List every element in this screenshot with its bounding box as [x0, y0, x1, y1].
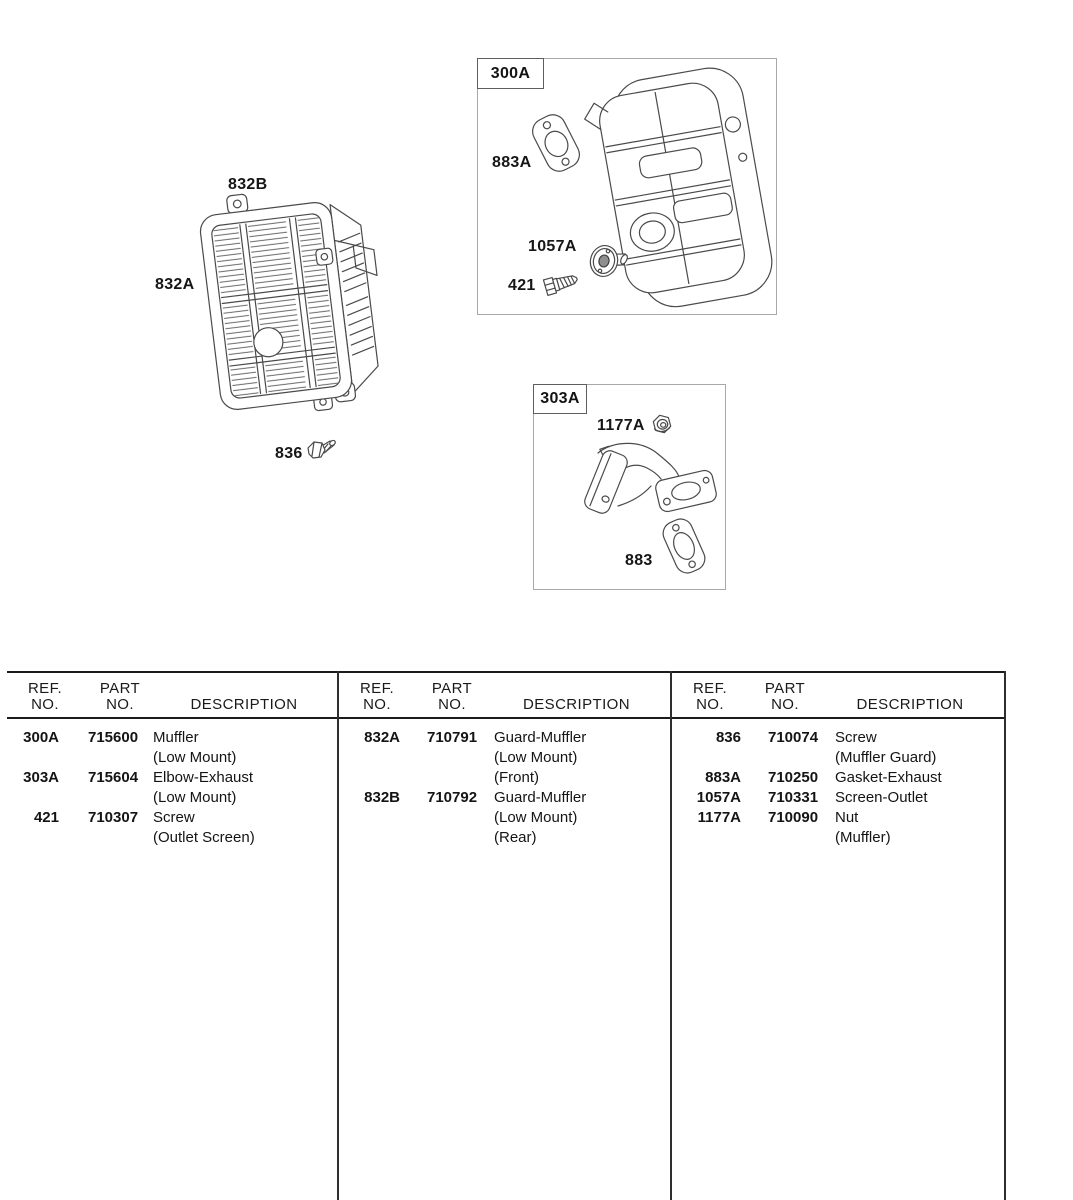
description-line: (Low Mount) — [494, 809, 578, 826]
ref-no-header: REF. NO. — [27, 680, 63, 713]
table-col3-rows — [672, 720, 1002, 848]
part-no-cell: 710331 — [768, 789, 819, 806]
table-header-col2 — [339, 672, 670, 717]
ref-no-cell: 303A — [23, 769, 59, 786]
part-no-cell: 715604 — [88, 769, 139, 786]
table-col2-rows — [339, 720, 669, 848]
description-line: (Muffler Guard) — [835, 749, 937, 766]
description-line: Screw — [835, 729, 877, 746]
part-no-header: PART NO. — [99, 680, 141, 713]
description-line: (Front) — [494, 769, 539, 786]
description-cell — [835, 788, 928, 808]
table-row — [672, 728, 1002, 768]
table-header-rule — [7, 717, 1005, 719]
description-line: Muffler — [153, 729, 199, 746]
description-cell — [153, 728, 236, 768]
callout-1177a: 1177A — [597, 417, 645, 434]
description-line: (Low Mount) — [494, 749, 578, 766]
description-line: Gasket-Exhaust — [835, 769, 942, 786]
table-row — [7, 728, 337, 768]
table-row — [672, 768, 1002, 788]
table-row — [7, 808, 337, 848]
description-header: DESCRIPTION — [856, 696, 964, 713]
box-label-303a: 303A — [533, 384, 587, 414]
table-row — [672, 808, 1002, 848]
table-header-col1 — [7, 672, 337, 717]
description-line: Nut — [835, 809, 859, 826]
description-line: (Low Mount) — [153, 749, 237, 766]
ref-no-header: REF. NO. — [692, 680, 728, 713]
callout-836: 836 — [275, 445, 303, 462]
callout-832b: 832B — [228, 176, 268, 193]
description-line: Screen-Outlet — [835, 789, 928, 806]
part-no-cell: 710792 — [427, 789, 478, 806]
part-no-cell: 710791 — [427, 729, 478, 746]
description-cell — [153, 808, 255, 848]
description-line: (Low Mount) — [153, 789, 237, 806]
description-cell — [835, 808, 891, 848]
box-label-300a: 300A — [477, 58, 544, 89]
callout-421: 421 — [508, 277, 536, 294]
muffler-guard-illustration — [196, 179, 392, 422]
part-no-cell: 710307 — [88, 809, 139, 826]
table-row — [7, 768, 337, 808]
description-header: DESCRIPTION — [523, 696, 630, 713]
table-row — [339, 728, 669, 788]
table-header-col3 — [672, 672, 1004, 717]
part-no-header: PART NO. — [764, 680, 806, 713]
ref-no-cell: 1057A — [696, 789, 741, 806]
ref-no-cell: 832A — [364, 729, 400, 746]
description-line: (Rear) — [494, 829, 537, 846]
description-header: DESCRIPTION — [190, 696, 298, 713]
part-no-cell: 710074 — [768, 729, 819, 746]
description-cell — [835, 728, 936, 768]
ref-no-cell: 832B — [364, 789, 400, 806]
callout-883a: 883A — [492, 154, 532, 171]
ref-no-header: REF. NO. — [359, 680, 395, 713]
description-line: (Muffler) — [835, 829, 891, 846]
callout-1057a: 1057A — [528, 238, 577, 255]
guard-screw-illustration — [308, 439, 336, 458]
description-cell — [494, 788, 586, 848]
description-line: Elbow-Exhaust — [153, 769, 254, 786]
ref-no-cell: 421 — [33, 809, 59, 826]
description-line: Guard-Muffler — [494, 789, 587, 806]
part-no-cell: 710090 — [768, 809, 819, 826]
ref-no-cell: 836 — [715, 729, 741, 746]
part-no-header: PART NO. — [431, 680, 473, 713]
table-right-rule — [1004, 671, 1006, 1200]
ref-no-cell: 883A — [705, 769, 741, 786]
ref-no-cell: 1177A — [697, 809, 741, 826]
part-no-cell: 715600 — [88, 729, 139, 746]
callout-832a: 832A — [155, 276, 195, 293]
description-cell — [153, 768, 253, 808]
description-line: Guard-Muffler — [494, 729, 587, 746]
part-no-cell: 710250 — [768, 769, 819, 786]
description-line: Screw — [153, 809, 195, 826]
ref-no-cell: 300A — [23, 729, 59, 746]
callout-883: 883 — [625, 552, 653, 569]
description-cell — [835, 768, 942, 788]
table-row — [339, 788, 669, 848]
description-line: (Outlet Screen) — [153, 829, 255, 846]
table-col1-rows — [7, 720, 337, 848]
description-cell — [494, 728, 586, 788]
table-row — [672, 788, 1002, 808]
